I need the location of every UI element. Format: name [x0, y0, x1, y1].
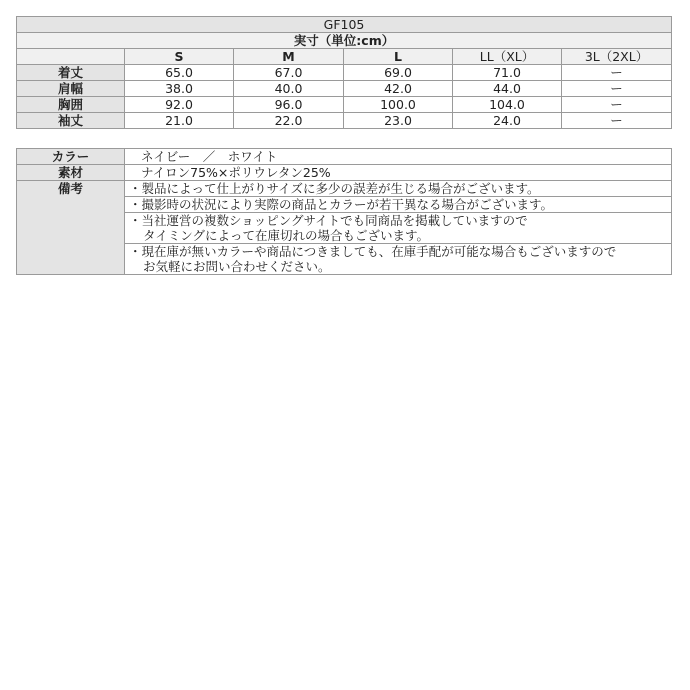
row-label: 着丈	[17, 65, 125, 81]
size-header-l: L	[344, 49, 453, 65]
table-cell: 23.0	[344, 113, 453, 129]
table-cell: 40.0	[234, 81, 344, 97]
size-header-3l: 3L（2XL）	[562, 49, 672, 65]
size-header-corner	[17, 49, 125, 65]
table-cell: 38.0	[125, 81, 234, 97]
table-row	[17, 81, 672, 97]
color-row	[17, 149, 672, 165]
color-value: ネイビー ／ ホワイト	[125, 149, 672, 165]
row-label: 袖丈	[17, 113, 125, 129]
table-row	[17, 113, 672, 129]
table-cell: 96.0	[234, 97, 344, 113]
size-header-row	[17, 49, 672, 65]
table-cell: 42.0	[344, 81, 453, 97]
table-cell: 71.0	[453, 65, 562, 81]
note-line-continued: タイミングによって在庫切れの場合もございます。	[143, 228, 430, 243]
table-cell: ー	[562, 81, 672, 97]
table-cell: 67.0	[234, 65, 344, 81]
row-label: 胸囲	[17, 97, 125, 113]
table-cell: 104.0	[453, 97, 562, 113]
table-cell: 21.0	[125, 113, 234, 129]
table-row	[17, 65, 672, 81]
material-row	[17, 165, 672, 181]
table-cell: 22.0	[234, 113, 344, 129]
table-row	[17, 97, 672, 113]
unit-label: 実寸（単位:cm）	[17, 33, 672, 49]
table-cell: 24.0	[453, 113, 562, 129]
table-cell: ー	[562, 97, 672, 113]
notes-label: 備考	[17, 181, 125, 275]
info-table	[16, 148, 672, 275]
size-table	[16, 16, 672, 129]
table-cell: 69.0	[344, 65, 453, 81]
note-item	[125, 213, 672, 244]
note-item	[125, 181, 672, 197]
product-code: GF105	[17, 17, 672, 33]
table-cell: 100.0	[344, 97, 453, 113]
table-cell: 44.0	[453, 81, 562, 97]
material-label: 素材	[17, 165, 125, 181]
table-cell: ー	[562, 113, 672, 129]
note-item	[125, 197, 672, 213]
table-cell: 65.0	[125, 65, 234, 81]
note-line: ・製品によって仕上がりサイズに多少の誤差が生じる場合がございます。	[129, 181, 540, 196]
size-header-ll: LL（XL）	[453, 49, 562, 65]
color-label: カラー	[17, 149, 125, 165]
material-value: ナイロン75%×ポリウレタン25%	[125, 165, 672, 181]
note-item	[125, 244, 672, 275]
size-header-m: M	[234, 49, 344, 65]
table-cell: ー	[562, 65, 672, 81]
unit-row	[17, 33, 672, 49]
note-line-continued: お気軽にお問い合わせください。	[143, 259, 331, 274]
note-line: ・現在庫が無いカラーや商品につきましても、在庫手配が可能な場合もございますので	[129, 244, 617, 259]
product-code-row	[17, 17, 672, 33]
row-label: 肩幅	[17, 81, 125, 97]
table-cell: 92.0	[125, 97, 234, 113]
note-line: ・撮影時の状況により実際の商品とカラーが若干異なる場合がございます。	[129, 197, 554, 212]
size-header-s: S	[125, 49, 234, 65]
notes-row	[17, 181, 672, 197]
note-line: ・当社運営の複数ショッピングサイトでも同商品を掲載していますので	[129, 213, 528, 228]
